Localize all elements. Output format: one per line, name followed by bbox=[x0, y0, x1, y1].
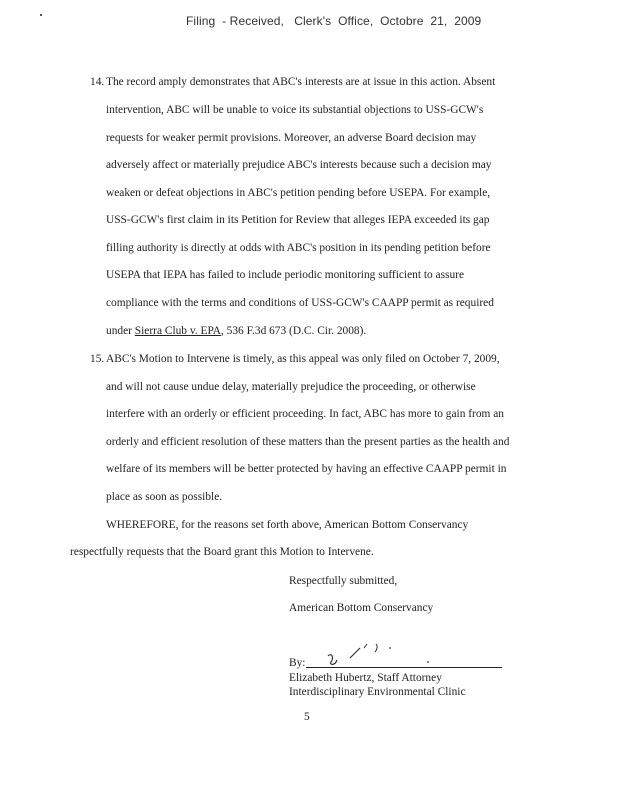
paragraph-15-line: ABC's Motion to Intervene is timely, as this appeal was only filed on October 7, 2009, bbox=[106, 353, 500, 365]
paragraph-14-line: USS-GCW's first claim in its Petition for Review that alleges IEPA exceeded its gap bbox=[106, 214, 490, 226]
paragraph-14-line: compliance with the terms and conditions of USS-GCW's CAAPP permit as required bbox=[106, 297, 494, 309]
paragraph-15-number: 15. bbox=[90, 353, 105, 365]
by-label: By: bbox=[289, 657, 306, 669]
paragraph-14-line: weaken or defeat objections in ABC's petition pending before USEPA. For example, bbox=[106, 187, 491, 199]
paragraph-14-line: The record amply demonstrates that ABC's interests are at issue in this action. Absent bbox=[106, 76, 496, 88]
handwritten-signature bbox=[306, 628, 446, 670]
paragraph-14-line: requests for weaker permit provisions. Moreover, an adverse Board decision may bbox=[106, 132, 477, 144]
paragraph-14-number: 14. bbox=[90, 76, 105, 88]
case-name: Sierra Club v. EPA bbox=[134, 325, 221, 337]
citation-prefix: under bbox=[106, 325, 135, 337]
organization-name: American Bottom Conservancy bbox=[289, 602, 434, 614]
paragraph-14-line: filling authority is directly at odds with ABC's position in its pending petition before bbox=[106, 242, 491, 254]
citation: , 536 F.3d 673 (D.C. Cir. 2008). bbox=[220, 325, 367, 337]
paragraph-15-line: place as soon as possible. bbox=[106, 491, 223, 503]
page-number: 5 bbox=[304, 711, 310, 723]
paragraph-15-line: welfare of its members will be better protected by having an effective CAAPP permit in bbox=[106, 463, 507, 475]
filing-stamp-header: Filing - Received, Clerk's Office, Octobre 21, 2009 bbox=[186, 14, 482, 28]
paragraph-14-line: USEPA that IEPA has failed to include periodic monitoring sufficient to assure bbox=[106, 269, 465, 281]
paragraph-15-line: and will not cause undue delay, materially prejudice the proceeding, or otherwise bbox=[106, 381, 476, 393]
signer-name-title: Elizabeth Hubertz, Staff Attorney bbox=[289, 672, 442, 684]
clinic-name: Interdisciplinary Environmental Clinic bbox=[289, 686, 466, 698]
paragraph-14-line: adversely affect or materially prejudice ABC's interests because such a decision may bbox=[106, 159, 492, 171]
wherefore-line: WHEREFORE, for the reasons set forth above, American Bottom Conservancy bbox=[106, 519, 469, 531]
signature-line bbox=[306, 666, 502, 668]
paragraph-15-line: orderly and efficient resolution of these matters than the present parties as the health and bbox=[106, 436, 510, 448]
closing: Respectfully submitted, bbox=[289, 575, 398, 587]
paragraph-15-line: interfere with an orderly or efficient proceeding. In fact, ABC has more to gain from an bbox=[106, 408, 505, 420]
request-line: respectfully requests that the Board grant this Motion to Intervene. bbox=[70, 546, 374, 558]
scan-speck bbox=[40, 14, 42, 16]
paragraph-14-last-line bbox=[106, 325, 366, 337]
paragraph-14-line: intervention, ABC will be unable to voice its substantial objections to USS-GCW's bbox=[106, 104, 484, 116]
